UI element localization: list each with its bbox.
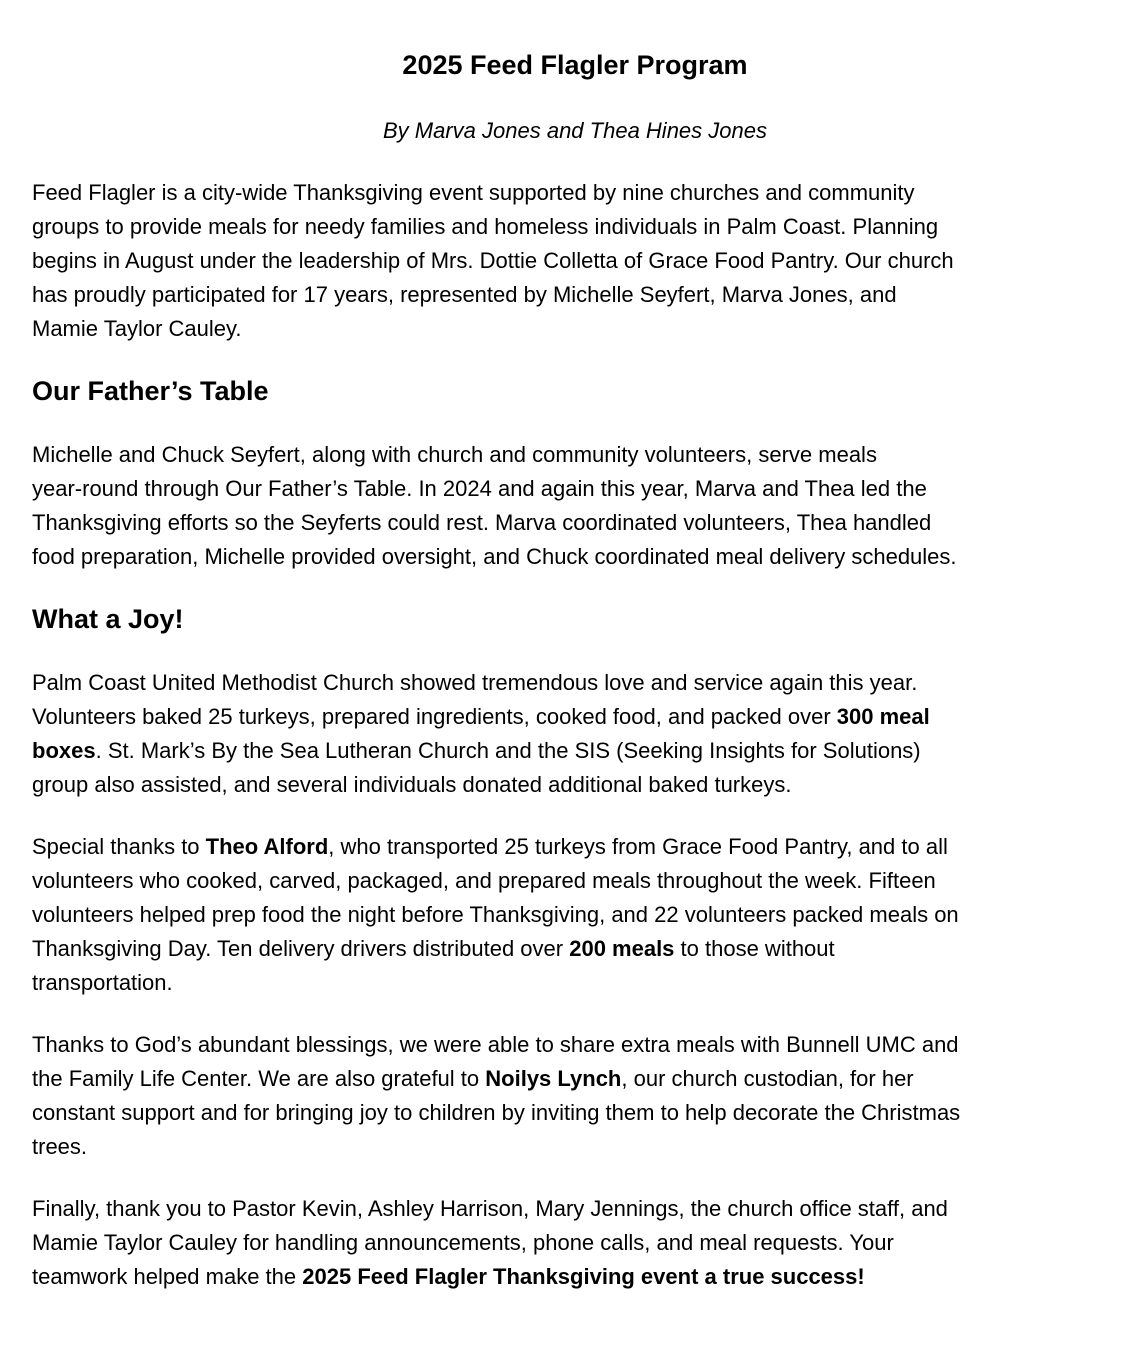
text-line [32, 176, 1132, 210]
paragraph [32, 1028, 1132, 1164]
text-segment: food preparation, Michelle provided oversight, and Chuck coordinated meal delivery schedules. [32, 544, 957, 569]
text-segment: Finally, thank you to Pastor Kevin, Ashley Harrison, Mary Jennings, the church office staff, and [32, 1196, 948, 1221]
text-line [32, 768, 1132, 802]
text-segment: Palm Coast United Methodist Church showed tremendous love and service again this year. [32, 670, 918, 695]
text-segment: Thanks to God’s abundant blessings, we were able to share extra meals with Bunnell UMC and [32, 1032, 959, 1057]
emphasized-text: boxes [32, 738, 96, 763]
text-segment: Volunteers baked 25 turkeys, prepared ingredients, cooked food, and packed over [32, 704, 837, 729]
emphasized-text: 200 meals [569, 936, 675, 961]
section-heading: What a Joy! [32, 604, 184, 634]
text-line [32, 734, 1132, 768]
text-line [32, 438, 1132, 472]
text-segment: , who transported 25 turkeys from Grace Food Pantry, and to all [328, 834, 948, 859]
text-segment: begins in August under the leadership of Mrs. Dottie Colletta of Grace Food Pantry. Our church [32, 248, 954, 273]
text-line [32, 1260, 1132, 1294]
byline: By Marva Jones and Thea Hines Jones [383, 118, 767, 143]
text-line [32, 1062, 1132, 1096]
article-body [32, 176, 1132, 1322]
text-segment: . St. Mark’s By the Sea Lutheran Church and the SIS (Seeking Insights for Solutions) [95, 738, 921, 763]
text-segment: Mamie Taylor Cauley. [32, 316, 242, 341]
text-segment: Michelle and Chuck Seyfert, along with church and community volunteers, serve meals [32, 442, 877, 467]
text-line [32, 1226, 1132, 1260]
text-segment: transportation. [32, 970, 173, 995]
text-segment: Mamie Taylor Cauley for handling announcements, phone calls, and meal requests. Your [32, 1230, 894, 1255]
text-segment: volunteers who cooked, carved, packaged, and prepared meals throughout the week. Fifteen [32, 868, 936, 893]
text-segment: , our church custodian, for her [621, 1066, 914, 1091]
text-line [32, 540, 1132, 574]
document-title: 2025 Feed Flagler Program [402, 50, 748, 80]
text-line [32, 666, 1132, 700]
text-segment: to those without [674, 936, 835, 961]
text-segment: year-round through Our Father’s Table. In 2024 and again this year, Marva and Thea led the [32, 476, 927, 501]
text-segment: Thanksgiving efforts so the Seyferts could rest. Marva coordinated volunteers, Thea handled [32, 510, 932, 535]
text-segment: constant support and for bringing joy to children by inviting them to help decorate the Christmas [32, 1100, 961, 1125]
paragraph [32, 176, 1132, 346]
text-line [32, 278, 1132, 312]
text-segment: has proudly participated for 17 years, represented by Michelle Seyfert, Marva Jones, and [32, 282, 897, 307]
text-segment: group also assisted, and several individuals donated additional baked turkeys. [32, 772, 792, 797]
paragraph [32, 1192, 1132, 1294]
text-line [32, 210, 1132, 244]
text-line [32, 966, 1132, 1000]
text-line [32, 244, 1132, 278]
text-line [32, 312, 1132, 346]
paragraph [32, 830, 1132, 1000]
text-line [32, 700, 1132, 734]
text-line [32, 1096, 1132, 1130]
text-line [32, 864, 1132, 898]
text-line [32, 506, 1132, 540]
text-line [32, 1192, 1132, 1226]
text-line [32, 472, 1132, 506]
text-segment: teamwork helped make the [32, 1264, 303, 1289]
text-line [32, 1130, 1132, 1164]
text-segment: trees. [32, 1134, 88, 1159]
paragraph [32, 438, 1132, 574]
section-heading: Our Father’s Table [32, 376, 269, 406]
text-segment: groups to provide meals for needy families and homeless individuals in Palm Coast. Planning [32, 214, 939, 239]
text-segment: volunteers helped prep food the night before Thanksgiving, and 22 volunteers packed meals on [32, 902, 959, 927]
emphasized-text: 300 meal [836, 704, 930, 729]
emphasized-text: 2025 Feed Flagler Thanksgiving event a true success! [302, 1264, 865, 1289]
emphasized-text: Theo Alford [205, 834, 329, 859]
text-segment: the Family Life Center. We are also grateful to [32, 1066, 486, 1091]
text-line [32, 830, 1132, 864]
text-line [32, 932, 1132, 966]
text-line [32, 1028, 1132, 1062]
text-segment: Special thanks to [32, 834, 206, 859]
text-segment: Feed Flagler is a city-wide Thanksgiving event supported by nine churches and community [32, 180, 915, 205]
text-line [32, 898, 1132, 932]
emphasized-text: Noilys Lynch [485, 1066, 622, 1091]
text-segment: Thanksgiving Day. Ten delivery drivers distributed over [32, 936, 570, 961]
paragraph [32, 666, 1132, 802]
